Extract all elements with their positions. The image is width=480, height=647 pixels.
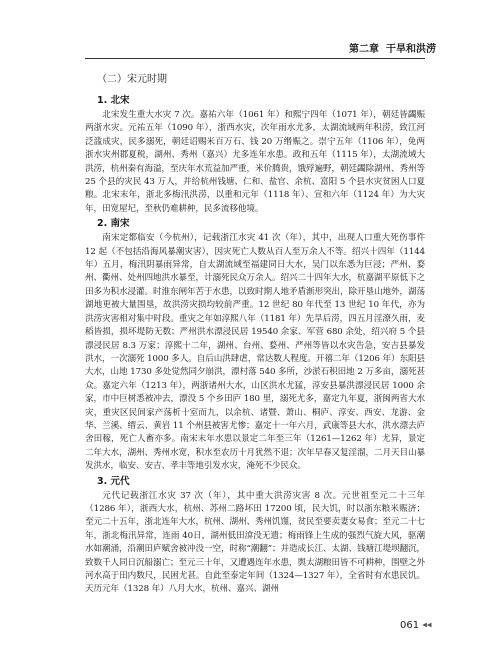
page-number-value: 061	[400, 620, 420, 631]
chapter-number: 第二章	[349, 44, 380, 55]
subsection-heading-southern-song: 2. 南宋	[97, 218, 130, 230]
header-rule	[85, 58, 425, 59]
paragraph-southern-song: 南宋定都临安（今杭州），记载浙江水灾 41 次（年），其中，出现人口重大死伤事件 12 起（不包括沿海风暴潮灾害），因灾死亡人数从百人至万余人不等。绍兴十四年（1144 年）五月，梅汛阴暴雨异常，自太湖流域至福建同日大水，吴门以东悉为巨浸；严州、婺州、衢州、处州四地洪水暴至，计溺死民众万余人。绍兴二十四年大水，杭嘉湖平原低下之田多为积水浸灌。时淮东闸年苦于水患，以致时期人地矛盾渐形突出，除开垦山地外，湖荡湖地更被大量围垦，故洪涝灾损均较前严重。12 世纪 80 年代至 13 世纪 10 年代，亦为洪涝灾害相对集中时段。重灾之年如淳熙八年（1181 年）先旱后涝，四五月淫潦久雨，麦稻皆损，损坏堤防无数；严州洪水漂浸民居 19540 余家、军营 680 余处，绍兴府 5 个县漂浸民居 8.3 万家；淳熙十二年，湖州、台州、婺州、严州等皆以水灾告急，安吉县暴发洪水，一次溺死 1000 多人。自后山洪肆虐，常达数人程度。开禧二年（1206 年）东阳县大水，山地 1730 多处觉然同夕崩洪，漂村落 540 多所，沙淤石积田地 2 万多亩，溺死甚众。嘉定六年（1213 年），两浙诸州大水，山区洪水尤猛，淳安县暴洪漂浸民居 1000 余家，市中巨树悉被冲去，漂没 5 个乡田庐 180 里，溺死尤多，嘉定九年夏，浙闽两省大水灾，重灾区民间家产荡析十室而九，以余杭、诸暨、萧山、桐庐、淳安、西安、龙游、金华、兰溪、缙云、黄岩 11 个州县被害尤惨；嘉定十一年六月，武康等县大水，洪水漂去庐舍田稼，死亡人畜亦多。南宋末年水患以景定二年至三年（1261—1262 年）尤异，景定二年大水，湖州、秀州水宽，积水至农历十月犹然不退；次年早春又复淫溜，二月天目山暴发洪水，临安、安吉、孝丰等地引发水灾，淹死不少民众。	[85, 233, 425, 472]
paragraph-yuan: 元代记载浙江水灾 37 次（年），其中重大洪涝灾害 8 次。元世祖至元二十三年（1286 年），浙西大水，杭州、苏州二路坏田 17200 顷，民大饥，时以浙东粮米赈济；至元二十五年，浙北连年大水，杭州、湖州、秀州饥馑，贫民至要卖妻女易食；至元二十七年，浙北梅汛异常，连雨 40日，湖州低田渰没无遗；梅雨锋上生成的强烈气旋大风，驱潮水如潮涌，沿潮田庐赋舍被冲没一空，时称“潮翻”；并造成长江、太湖、钱塘江堤坝翻沉，致数千人同日沉船溺亡；至元三十年，又遭遇连年水患，舆太湖粮田皆不可耕种，围壁之外河水高于田内数尺，民困尤甚。自此至泰定年间（1324—1327 年），全省时有水患民饥。天历元年（1328 年）八月大水，杭州、嘉兴、湖州	[85, 490, 425, 595]
subsection-heading-yuan: 3. 元代	[97, 475, 130, 487]
section-heading: （二）宋元时期	[97, 74, 167, 85]
page-body	[85, 66, 425, 598]
page-marker-icon: ◀◀	[422, 621, 432, 629]
running-header	[320, 40, 436, 54]
page-number	[400, 620, 432, 631]
subsection-heading-northern-song: 1. 北宋	[97, 95, 130, 106]
paragraph-northern-song: 北宋发生重大水灾 7 次。嘉祐六年（1061 年）和熙宁四年（1071 年），朝廷皆蠲赈两浙水灾。元祐五年（1090 年），浙西水灾，次年雨水尤多，太湖流域两年积涝，致江河泛滥成灾，民多溺死，朝廷诏赐米百万石、钱 20 万缗赈之。崇宁五年（1106 年），免两浙水灾州郡夏税，湖州、秀州（嘉兴）尤多连年水患。政和五年（1115 年），太湖流域大洪涝，杭州秦有海溢，至庆年水荒益加严重，米价腾贵，饿殍遍野，朝廷蠲除湖州、秀州等 25 个县的灾民 43 万人，并给杭州钱塘、仁和、盐官、余杭、富阳 5 个县水灾贫困人口夏粮。北宋末年，浙北多梅汛洪涝，以重和元年（1118 年）、宣和六年（1124 年）为大灾年，田宽屋圮，至秋仍难耕种，民多流移他境。	[85, 110, 425, 214]
chapter-title: 干旱和洪涝	[386, 44, 436, 55]
